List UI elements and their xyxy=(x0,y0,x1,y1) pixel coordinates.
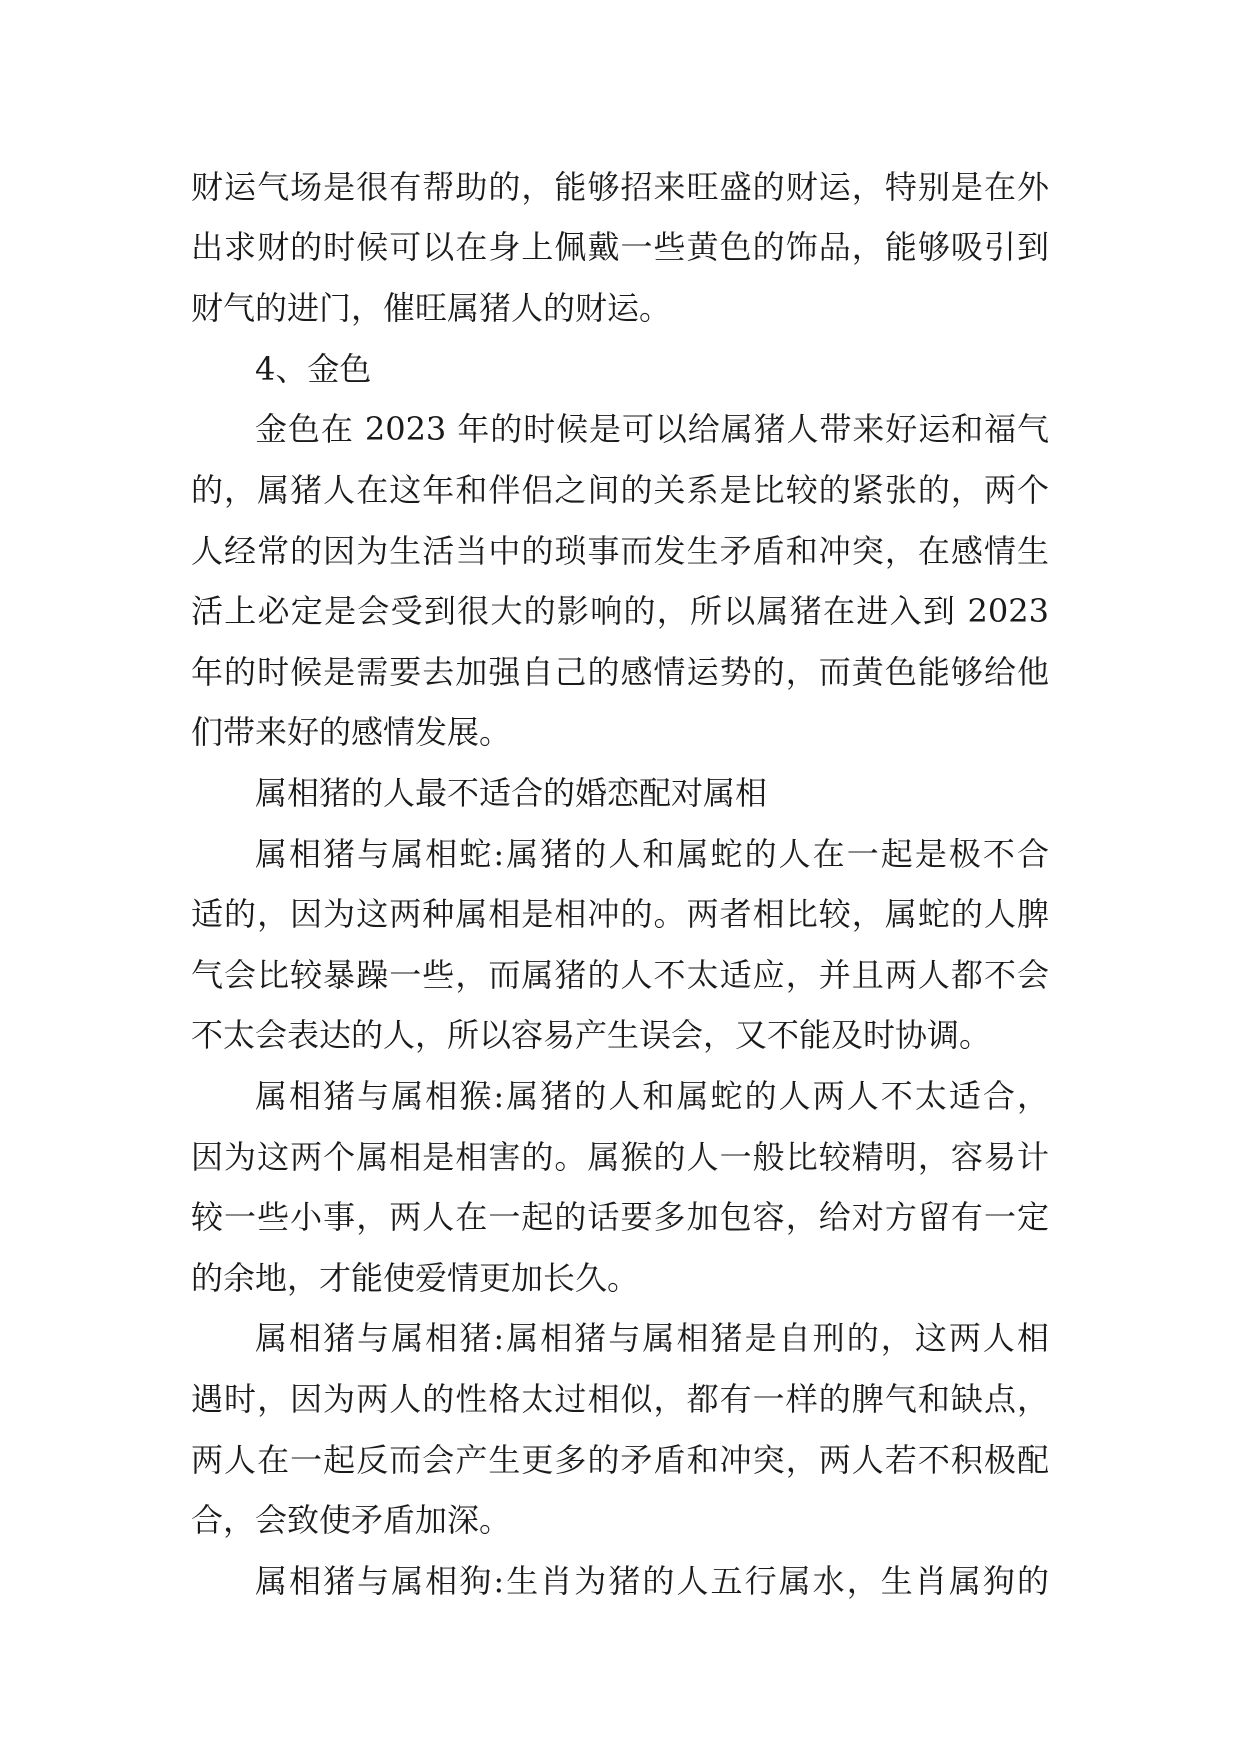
text-line: 出求财的时候可以在身上佩戴一些黄色的饰品，能够吸引到 xyxy=(191,228,1049,266)
text-line: 较一些小事，两人在一起的话要多加包容，给对方留有一定 xyxy=(191,1198,1049,1236)
text-line: 人经常的因为生活当中的琐事而发生矛盾和冲突，在感情生 xyxy=(191,532,1049,570)
text-line: 属相猪与属相狗:生肖为猪的人五行属水，生肖属狗的 xyxy=(255,1562,1049,1600)
text-line: 的余地，才能使爱情更加长久。 xyxy=(191,1259,640,1297)
text-line: 遇时，因为两人的性格太过相似，都有一样的脾气和缺点， xyxy=(191,1380,1049,1418)
text-line: 因为这两个属相是相害的。属猴的人一般比较精明，容易计 xyxy=(191,1138,1049,1176)
text-line: 属相猪与属相猴:属猪的人和属蛇的人两人不太适合， xyxy=(255,1077,1049,1115)
text-line: 两人在一起反而会产生更多的矛盾和冲突，两人若不积极配 xyxy=(191,1441,1049,1479)
section-heading: 属相猪的人最不适合的婚恋配对属相 xyxy=(255,774,768,812)
text-line: 的，属猪人在这年和伴侣之间的关系是比较的紧张的，两个 xyxy=(191,471,1049,509)
text-line: 合，会致使矛盾加深。 xyxy=(191,1501,512,1539)
text-line: 金色在 2023 年的时候是可以给属猪人带来好运和福气 xyxy=(255,410,1049,448)
text-line: 属相猪与属相蛇:属猪的人和属蛇的人在一起是极不合 xyxy=(255,835,1049,873)
section-heading: 4、金色 xyxy=(255,350,372,388)
text-line: 不太会表达的人，所以容易产生误会，又不能及时协调。 xyxy=(191,1016,992,1054)
text-line: 年的时候是需要去加强自己的感情运势的，而黄色能够给他 xyxy=(191,653,1049,691)
text-line: 属相猪与属相猪:属相猪与属相猪是自刑的，这两人相 xyxy=(255,1319,1049,1357)
text-line: 们带来好的感情发展。 xyxy=(191,713,512,751)
text-line: 活上必定是会受到很大的影响的，所以属猪在进入到 2023 xyxy=(191,592,1049,630)
text-line: 适的，因为这两种属相是相冲的。两者相比较，属蛇的人脾 xyxy=(191,895,1049,933)
text-line: 财运气场是很有帮助的，能够招来旺盛的财运，特别是在外 xyxy=(191,168,1049,206)
text-line: 财气的进门，催旺属猪人的财运。 xyxy=(191,289,672,327)
text-line: 气会比较暴躁一些，而属猪的人不太适应，并且两人都不会 xyxy=(191,956,1049,994)
